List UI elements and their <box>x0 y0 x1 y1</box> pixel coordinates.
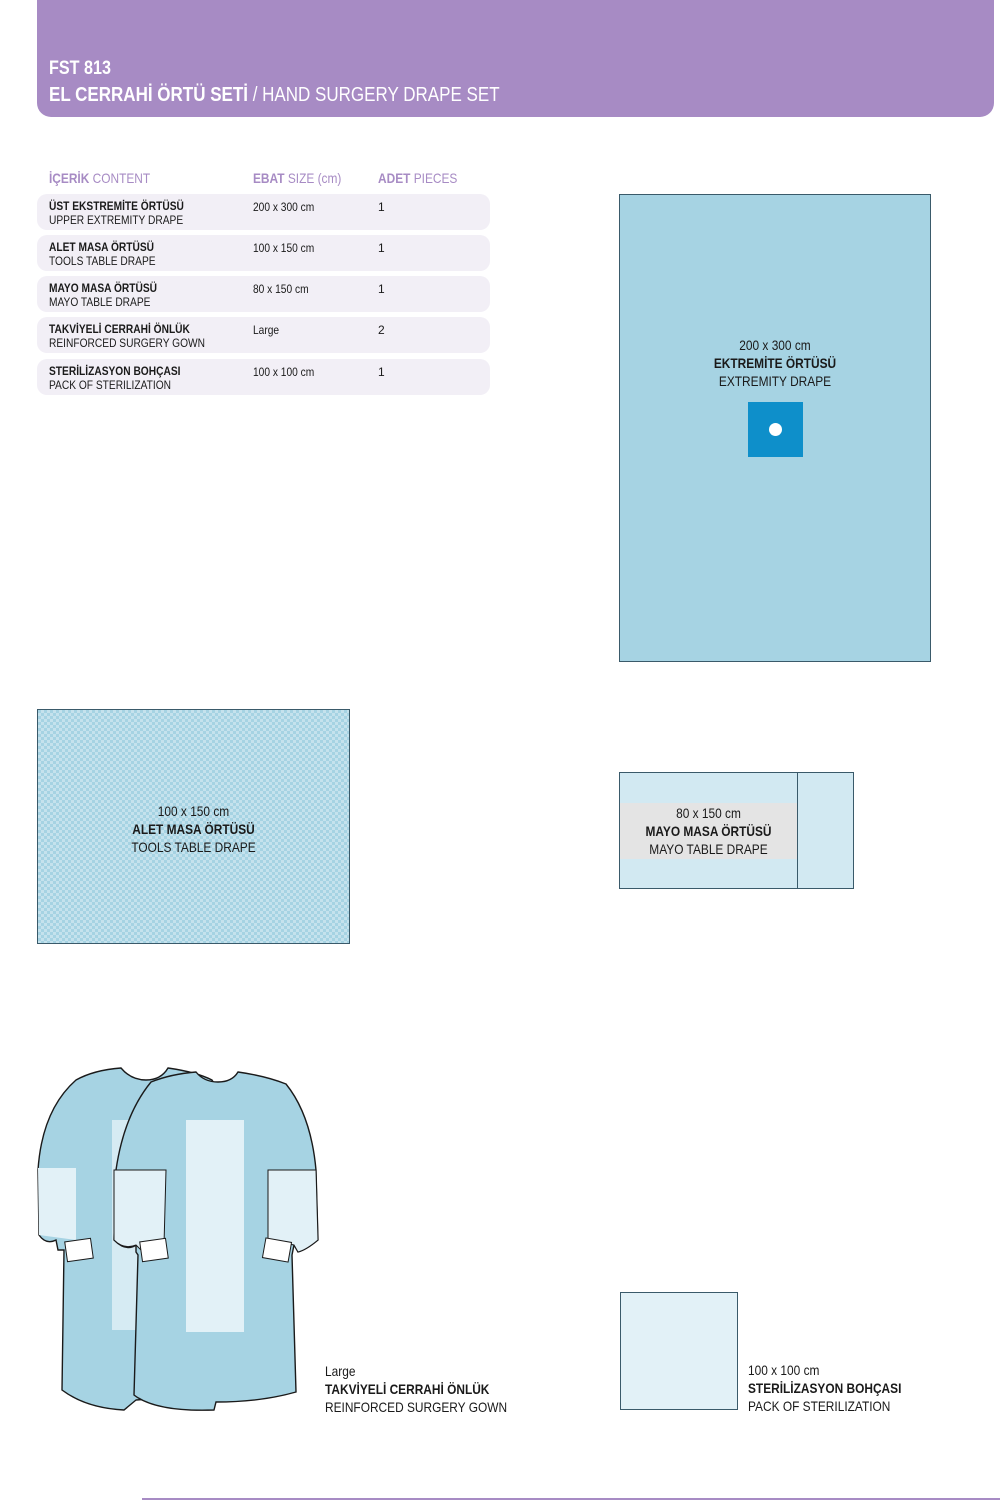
row-name-en: MAYO TABLE DRAPE <box>49 295 151 309</box>
extremity-drape-label <box>620 336 930 390</box>
surgery-gowns-illustration <box>36 1040 321 1415</box>
header-content: İÇERİK CONTENT <box>49 170 151 186</box>
table-row <box>37 276 490 312</box>
pack-name-en: PACK OF STERILIZATION <box>748 1398 891 1414</box>
table-row <box>37 317 490 353</box>
row-name-en: REINFORCED SURGERY GOWN <box>49 336 206 350</box>
tools-drape-label <box>38 802 349 856</box>
gown-back-cuff <box>65 1238 94 1261</box>
sterilization-pack-illustration <box>620 1292 738 1410</box>
gown-front-left-sleeve <box>114 1170 166 1250</box>
header-size: EBAT SIZE (cm) <box>253 170 342 186</box>
drape-size: 200 x 300 cm <box>739 337 811 353</box>
mayo-fold-line <box>797 773 798 888</box>
extremity-drape-illustration <box>619 194 931 662</box>
gown-cuff-right <box>262 1238 291 1262</box>
row-name-tr: STERİLİZASYON BOHÇASI <box>49 364 181 378</box>
table-row <box>37 194 490 230</box>
title-tr: EL CERRAHİ ÖRTÜ SETİ <box>49 84 248 106</box>
row-qty: 1 <box>378 200 385 214</box>
table-row <box>37 359 490 395</box>
drape-name-en: EXTREMITY DRAPE <box>718 373 832 389</box>
tools-table-drape-illustration <box>37 709 350 944</box>
row-name-tr: MAYO MASA ÖRTÜSÜ <box>49 281 158 295</box>
row-name-en: TOOLS TABLE DRAPE <box>49 254 156 268</box>
mayo-drape-label <box>620 804 797 858</box>
drape-size: 80 x 150 cm <box>676 805 741 821</box>
title-en: HAND SURGERY DRAPE SET <box>262 84 500 106</box>
row-qty: 1 <box>378 282 385 296</box>
row-size: 100 x 150 cm <box>253 241 315 255</box>
drape-name-tr: ALET MASA ÖRTÜSÜ <box>132 821 255 837</box>
row-size: 100 x 100 cm <box>253 365 315 379</box>
gown-size: Large <box>325 1363 356 1379</box>
header-pieces: ADET PIECES <box>378 170 458 186</box>
gown-label <box>325 1362 539 1416</box>
drape-name-tr: MAYO MASA ÖRTÜSÜ <box>645 823 772 839</box>
fenestration-window <box>748 402 803 457</box>
gown-name-en: REINFORCED SURGERY GOWN <box>325 1399 508 1415</box>
row-name-tr: TAKVİYELİ CERRAHİ ÖNLÜK <box>49 322 190 336</box>
row-size: 200 x 300 cm <box>253 200 315 214</box>
drape-size: 100 x 150 cm <box>157 803 230 819</box>
gown-cuff-left <box>140 1238 169 1261</box>
gown-name-tr: TAKVİYELİ CERRAHİ ÖNLÜK <box>325 1381 490 1397</box>
row-size: Large <box>253 323 280 337</box>
drape-name-en: MAYO TABLE DRAPE <box>649 841 768 857</box>
fenestration-hole <box>769 423 782 436</box>
footer-divider <box>142 1498 1000 1500</box>
pack-size: 100 x 100 cm <box>748 1362 820 1378</box>
row-name-en: PACK OF STERILIZATION <box>49 378 172 392</box>
table-row <box>37 235 490 271</box>
drape-name-tr: EKTREMİTE ÖRTÜSÜ <box>713 355 837 371</box>
row-name-tr: ALET MASA ÖRTÜSÜ <box>49 240 155 254</box>
row-qty: 2 <box>378 323 385 337</box>
pack-name-tr: STERİLİZASYON BOHÇASI <box>748 1380 902 1396</box>
row-qty: 1 <box>378 365 385 379</box>
drape-name-en: TOOLS TABLE DRAPE <box>131 839 256 855</box>
row-name-en: UPPER EXTREMITY DRAPE <box>49 213 184 227</box>
gown-front-reinforcement <box>186 1120 244 1332</box>
pack-label <box>748 1361 928 1415</box>
mayo-table-drape-illustration <box>619 772 854 889</box>
row-size: 80 x 150 cm <box>253 282 309 296</box>
gown-back-sleeve <box>38 1168 76 1240</box>
page-header <box>37 0 994 117</box>
row-qty: 1 <box>378 241 385 255</box>
row-name-tr: ÜST EKSTREMİTE ÖRTÜSÜ <box>49 199 184 213</box>
product-title <box>49 84 500 107</box>
title-separator: / <box>247 84 263 106</box>
product-code: FST 813 <box>49 58 111 79</box>
